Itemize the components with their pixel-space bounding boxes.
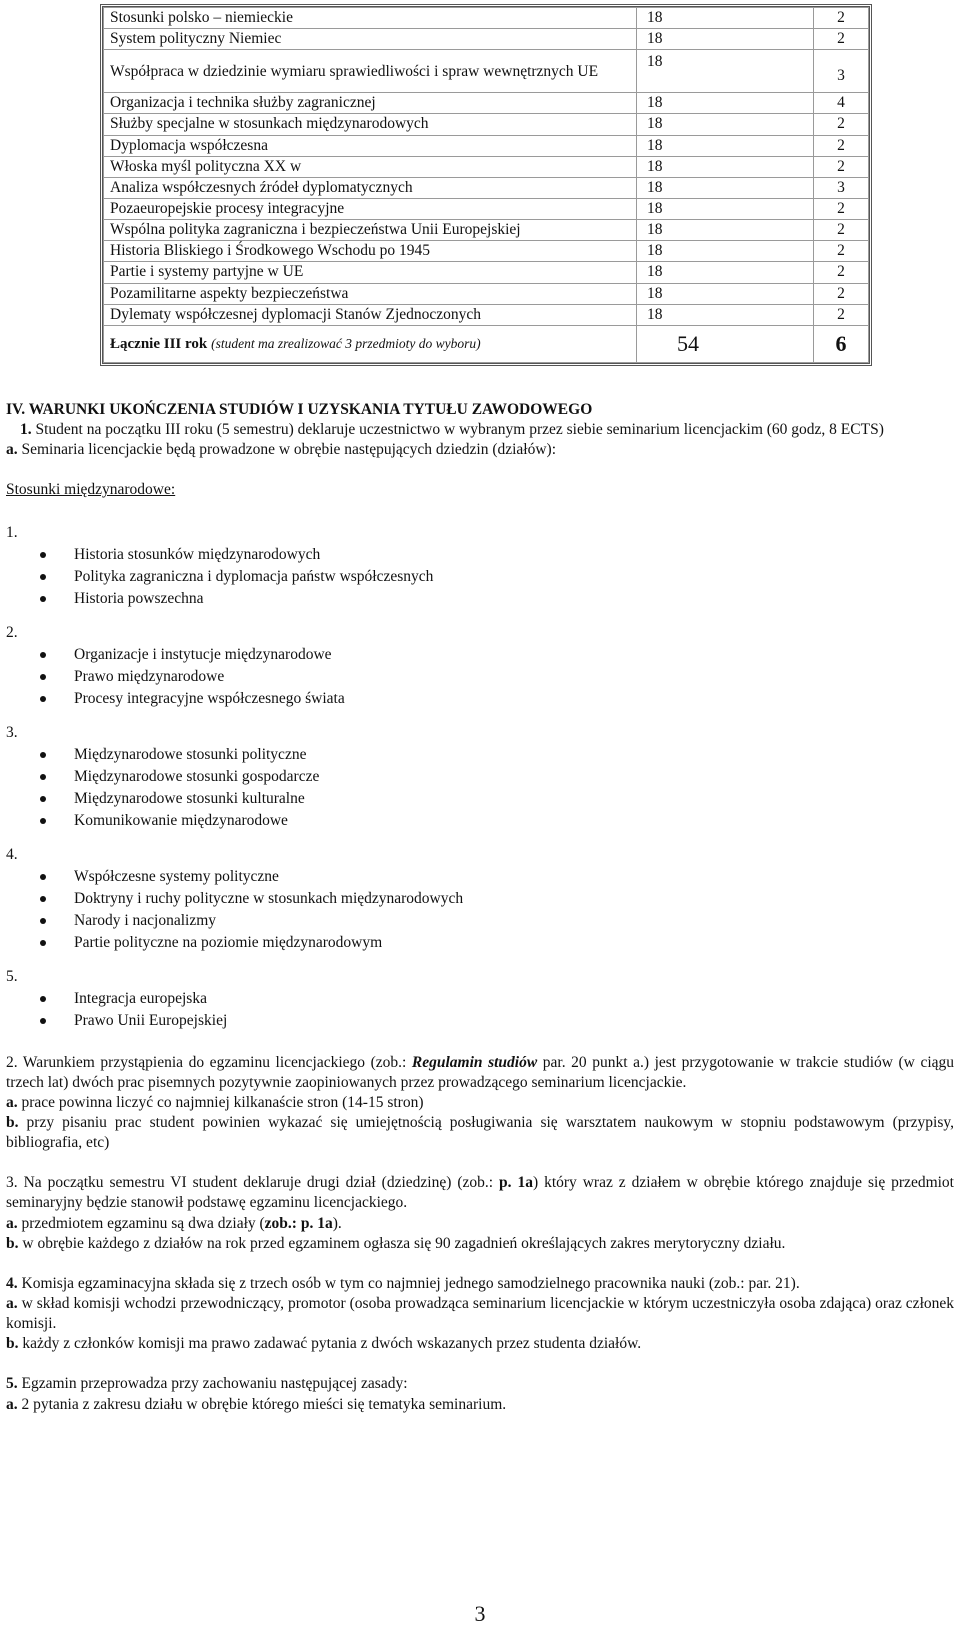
course-hours: 18: [637, 220, 814, 241]
list-item-text: Komunikowanie międzynarodowe: [74, 811, 288, 829]
course-name: Historia Bliskiego i Środkowego Wschodu po 1945: [104, 241, 637, 262]
bullet-icon: [40, 552, 46, 558]
group-spacer: [6, 833, 954, 845]
paragraph-3a-text-a: przedmiotem egzaminu są dwa działy (: [21, 1214, 265, 1232]
list-item: [74, 689, 954, 711]
course-row: [104, 29, 869, 50]
paragraph-2-number: 2.: [6, 1053, 18, 1071]
course-ects: 2: [814, 156, 869, 177]
paragraph-3a: [6, 1214, 954, 1234]
paragraph-3a-letter: a.: [6, 1214, 18, 1232]
total-row: [104, 325, 869, 362]
paragraph-2b-text: przy pisaniu prac student powinien wykazać się umiejętnością posługiwania się warsztatem naukowym w stopniu podstawowym (przypisy, bibliografia, etc): [6, 1113, 955, 1152]
course-hours: 18: [637, 304, 814, 325]
section-heading: IV. WARUNKI UKOŃCZENIA STUDIÓW I UZYSKANIA TYTUŁU ZAWODOWEGO: [6, 401, 593, 418]
field-group-list: [6, 989, 954, 1033]
paragraph-5-text: Egzamin przeprowadza przy zachowaniu następującej zasady:: [21, 1375, 408, 1393]
course-ects: 2: [814, 8, 869, 29]
field-group: [6, 845, 954, 967]
paragraph-1a-letter: a.: [6, 441, 18, 459]
bullet-icon: [40, 596, 46, 602]
course-row: [104, 304, 869, 325]
course-name: Służby specjalne w stosunkach międzynarodowych: [104, 114, 637, 135]
paragraph-4a: [6, 1294, 954, 1334]
paragraph-2b-letter: b.: [6, 1113, 19, 1131]
field-group-number: 4.: [6, 845, 18, 863]
field-group-number: 2.: [6, 623, 18, 641]
paragraph-4b-text: każdy z członków komisji ma prawo zadawać pytania z dwóch wskazanych przez studenta działów.: [22, 1335, 642, 1353]
paragraph-5a-letter: a.: [6, 1395, 18, 1413]
list-item: [74, 767, 954, 789]
course-ects: 4: [814, 93, 869, 114]
course-row: [104, 198, 869, 219]
paragraph-4a-text: w skład komisji wchodzi przewodniczący, promotor (osoba prowadząca seminarium licencjackie w którym uczestniczyła osoba zdająca) oraz członek komisji.: [6, 1294, 954, 1333]
course-row: [104, 8, 869, 29]
course-ects: 2: [814, 29, 869, 50]
bullet-icon: [40, 818, 46, 824]
course-hours: 18: [637, 93, 814, 114]
list-item: [74, 811, 954, 833]
paragraph-5a: [6, 1395, 954, 1415]
paragraph-2: [6, 1053, 954, 1093]
total-label: Łącznie III rok: [110, 335, 208, 352]
paragraph-3: [6, 1173, 954, 1213]
paragraph-4b-letter: b.: [6, 1335, 19, 1353]
paragraph-4b: [6, 1334, 954, 1354]
list-item: [74, 645, 954, 667]
list-item: [74, 667, 954, 689]
field-group-list: [6, 867, 954, 955]
bullet-icon: [40, 674, 46, 680]
course-hours: 18: [637, 50, 814, 93]
regulamin-reference: Regulamin studiów: [411, 1053, 538, 1071]
list-item-text: Doktryny i ruchy polityczne w stosunkach międzynarodowych: [74, 889, 464, 907]
course-row: [104, 156, 869, 177]
field-group-list: [6, 745, 954, 833]
field-groups: [6, 523, 954, 1033]
course-name: Organizacja i technika służby zagranicznej: [104, 93, 637, 114]
list-item: [74, 745, 954, 767]
paragraph-3-text-a: Na początku semestru VI student deklaruje drugi dział (dziedzinę) (zob.:: [23, 1174, 499, 1192]
list-item: [74, 1011, 954, 1033]
bullet-icon: [40, 940, 46, 946]
course-ects: 2: [814, 241, 869, 262]
paragraph-1a: [6, 440, 954, 460]
course-row: [104, 177, 869, 198]
bullet-icon: [40, 896, 46, 902]
bullet-icon: [40, 1018, 46, 1024]
list-item-text: Narody i nacjonalizmy: [74, 911, 217, 929]
list-item-text: Polityka zagraniczna i dyplomacja państw współczesnych: [74, 567, 434, 585]
paragraph-3-number: 3.: [6, 1174, 18, 1192]
list-item-text: Historia stosunków międzynarodowych: [74, 545, 321, 563]
course-ects: 3: [814, 177, 869, 198]
section-subtitle: Stosunki międzynarodowe:: [6, 481, 176, 499]
document-body: [6, 400, 954, 1415]
paragraph-3-text-b: ) który wraz z działem w obrębie którego znajduje się przedmiot seminaryjny będzie stanowił podstawę egzaminu licencjackiego.: [6, 1174, 954, 1212]
course-table-body: [104, 8, 869, 363]
course-hours: 18: [637, 262, 814, 283]
paragraph-1-text: Student na początku III roku (5 semestru) deklaruje uczestnictwo w wybranym przez siebie seminarium licencjackim (60 godz, 8 ECTS): [35, 421, 884, 439]
paragraph-1-number: 1.: [20, 421, 32, 439]
course-hours: 18: [637, 114, 814, 135]
paragraph-2b: [6, 1113, 954, 1153]
list-item-text: Organizacje i instytucje międzynarodowe: [74, 645, 332, 663]
course-ects: 2: [814, 283, 869, 304]
paragraph-5: [6, 1374, 954, 1394]
course-name: Dylematy współczesnej dyplomacji Stanów Zjednoczonych: [104, 304, 637, 325]
list-item-text: Współczesne systemy polityczne: [74, 867, 279, 885]
list-item: [74, 889, 954, 911]
course-hours: 18: [637, 29, 814, 50]
paragraph-3a-ref: zob.: p. 1a: [264, 1214, 333, 1232]
course-table-grid: [103, 7, 869, 363]
page-number: 3: [474, 1601, 486, 1626]
course-name: Wspólna polityka zagraniczna i bezpieczeństwa Unii Europejskiej: [104, 220, 637, 241]
course-row: [104, 241, 869, 262]
course-row: [104, 114, 869, 135]
course-ects: 3: [814, 50, 869, 93]
course-row: [104, 135, 869, 156]
field-group-list: [6, 545, 954, 611]
bullet-icon: [40, 574, 46, 580]
paragraph-3b-text: w obrębie każdego z działów na rok przed egzaminem ogłasza się 90 zagadnień określających zakres merytoryczny działu.: [22, 1234, 786, 1252]
course-hours: 18: [637, 156, 814, 177]
field-group: [6, 523, 954, 623]
course-hours: 18: [637, 241, 814, 262]
total-note: (student ma zrealizować 3 przedmioty do wyboru): [211, 335, 481, 351]
paragraph-4-text: Komisja egzaminacyjna składa się z trzech osób w tym co najmniej jednego samodzielnego pracownika nauki (zob.: par. 21).: [21, 1274, 800, 1292]
bullet-icon: [40, 918, 46, 924]
bullet-icon: [40, 996, 46, 1002]
course-row: [104, 220, 869, 241]
field-group: [6, 723, 954, 845]
bullet-icon: [40, 652, 46, 658]
list-item: [74, 933, 954, 955]
course-name: Pozamilitarne aspekty bezpieczeństwa: [104, 283, 637, 304]
course-name: System polityczny Niemiec: [104, 29, 637, 50]
course-name: Współpraca w dziedzinie wymiaru sprawiedliwości i spraw wewnętrznych UE: [104, 50, 637, 93]
list-item-text: Partie polityczne na poziomie międzynarodowym: [74, 933, 383, 951]
list-item: [74, 867, 954, 889]
course-hours: 18: [637, 8, 814, 29]
total-ects: 6: [814, 325, 869, 362]
bullet-icon: [40, 752, 46, 758]
bullet-icon: [40, 796, 46, 802]
list-item-text: Międzynarodowe stosunki kulturalne: [74, 789, 305, 807]
course-name: Analiza współczesnych źródeł dyplomatycznych: [104, 177, 637, 198]
course-row: [104, 93, 869, 114]
course-row: [104, 283, 869, 304]
paragraph-2a: [6, 1093, 954, 1113]
paragraph-5a-text: 2 pytania z zakresu działu w obrębie którego mieści się tematyka seminarium.: [21, 1395, 507, 1413]
group-spacer: [6, 611, 954, 623]
field-group-list: [6, 645, 954, 711]
paragraph-3a-text-b: ).: [332, 1214, 342, 1232]
course-ects: 2: [814, 220, 869, 241]
field-group: [6, 623, 954, 723]
paragraph-5-number: 5.: [6, 1375, 18, 1393]
paragraph-4-number: 4.: [6, 1274, 18, 1292]
course-hours: 18: [637, 135, 814, 156]
course-ects: 2: [814, 304, 869, 325]
bullet-icon: [40, 696, 46, 702]
list-item: [74, 589, 954, 611]
paragraph-2a-letter: a.: [6, 1093, 18, 1111]
list-item: [74, 789, 954, 811]
paragraph-2a-text: prace powinna liczyć co najmniej kilkanaście stron (14-15 stron): [21, 1093, 424, 1111]
list-item-text: Historia powszechna: [74, 589, 204, 607]
field-group: [6, 967, 954, 1033]
list-item: [74, 989, 954, 1011]
paragraph-3b: [6, 1234, 954, 1254]
paragraph-1a-text: Seminaria licencjackie będą prowadzone w obrębie następujących dziedzin (działów):: [21, 441, 557, 459]
group-spacer: [6, 711, 954, 723]
course-ects: 2: [814, 262, 869, 283]
list-item-text: Procesy integracyjne współczesnego świata: [74, 689, 345, 707]
course-table: [100, 4, 872, 366]
paragraph-2-text-a: Warunkiem przystąpienia do egzaminu licencjackiego (zob.:: [22, 1053, 412, 1071]
group-spacer: [6, 955, 954, 967]
field-group-number: 5.: [6, 967, 18, 985]
course-name: Partie i systemy partyjne w UE: [104, 262, 637, 283]
paragraph-2-text-b: par. 20 punkt a.) jest przygotowanie w trakcie studiów (w ciągu trzech lat) dwóch prac pisemnych pozytywnie zaopiniowanych przez prowadzącego seminarium licencjackie.: [6, 1053, 955, 1091]
field-group-number: 1.: [6, 523, 18, 541]
course-name: Włoska myśl polityczna XX w: [104, 156, 637, 177]
list-item-text: Prawo międzynarodowe: [74, 667, 225, 685]
course-hours: 18: [637, 177, 814, 198]
paragraph-4a-letter: a.: [6, 1294, 18, 1312]
course-ects: 2: [814, 198, 869, 219]
paragraph-3-ref: p. 1a: [499, 1174, 533, 1192]
course-hours: 18: [637, 198, 814, 219]
paragraph-1: [6, 420, 954, 440]
course-ects: 2: [814, 135, 869, 156]
list-item: [74, 545, 954, 567]
total-label-cell: [104, 325, 637, 362]
paragraph-3b-letter: b.: [6, 1234, 19, 1252]
course-ects: 2: [814, 114, 869, 135]
course-name: Dyplomacja współczesna: [104, 135, 637, 156]
bullet-icon: [40, 874, 46, 880]
list-item-text: Międzynarodowe stosunki gospodarcze: [74, 767, 320, 785]
list-item-text: Międzynarodowe stosunki polityczne: [74, 745, 307, 763]
course-row: [104, 50, 869, 93]
total-hours: 54: [637, 325, 814, 362]
list-item: [74, 567, 954, 589]
list-item: [74, 911, 954, 933]
bullet-icon: [40, 774, 46, 780]
field-group-number: 3.: [6, 723, 18, 741]
list-item-text: Prawo Unii Europejskiej: [74, 1011, 228, 1029]
course-name: Stosunki polsko – niemieckie: [104, 8, 637, 29]
paragraph-4: [6, 1274, 954, 1294]
course-hours: 18: [637, 283, 814, 304]
course-row: [104, 262, 869, 283]
course-name: Pozaeuropejskie procesy integracyjne: [104, 198, 637, 219]
list-item-text: Integracja europejska: [74, 989, 207, 1007]
